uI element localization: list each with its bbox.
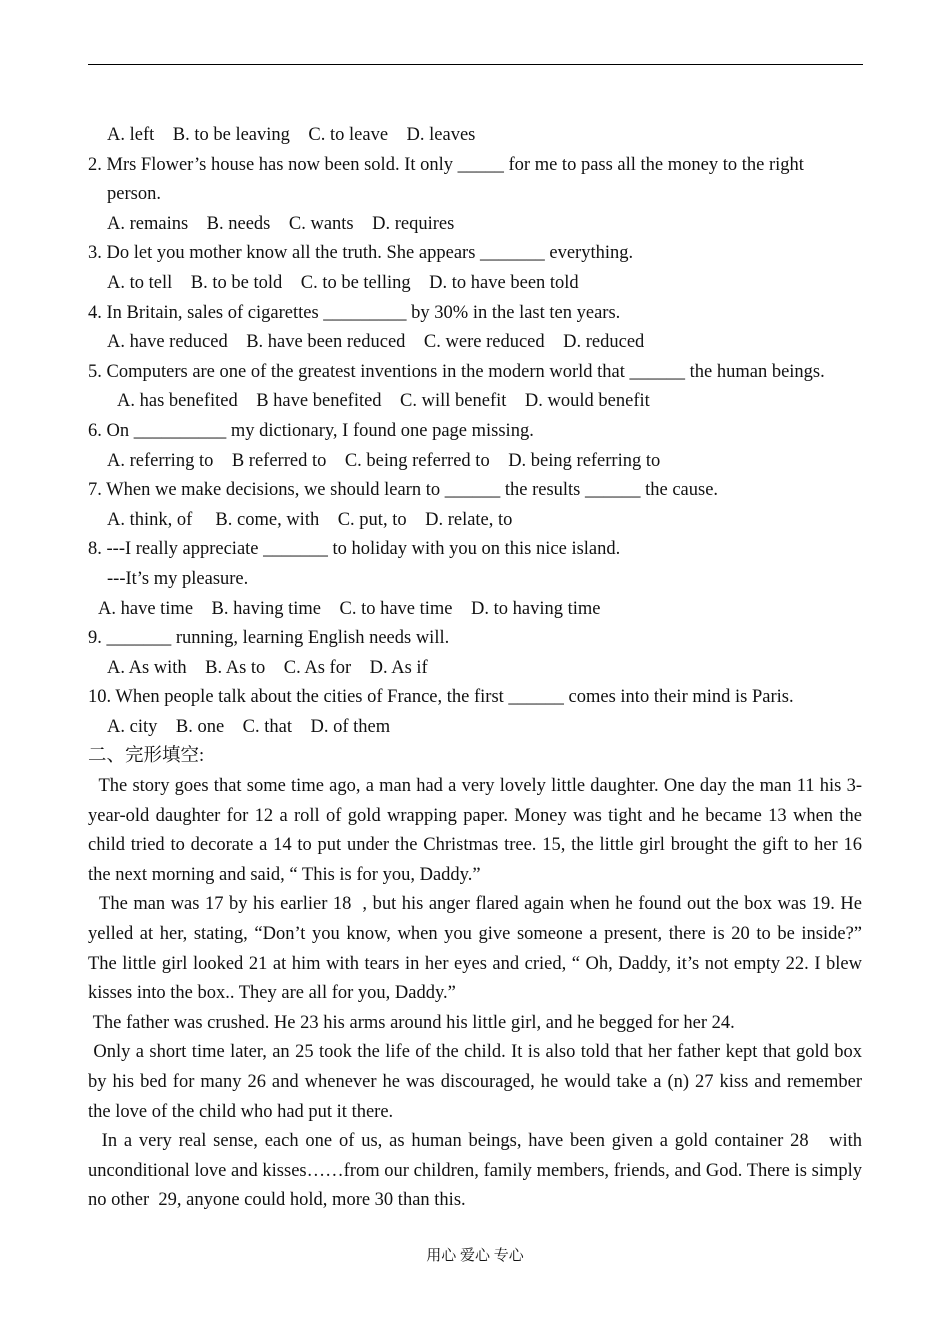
- q3-stem: 3. Do let you mother know all the truth. She appears _______ everything.: [88, 243, 634, 264]
- q1-options: A. left B. to be leaving C. to leave D. leaves: [107, 125, 476, 145]
- q3-options: A. to tell B. to be told C. to be telling D. to have been told: [107, 272, 579, 293]
- q2-stem-continued: person.: [107, 184, 161, 205]
- document-body: [88, 121, 872, 1216]
- q7-stem: 7. When we make decisions, we should learn to ______ the results ______ the cause.: [88, 480, 719, 501]
- cloze-paragraph-3: The father was crushed. He 23 his arms around his little girl, and he begged for her 24.: [88, 1012, 735, 1033]
- q4-options: A. have reduced B. have been reduced C. were reduced D. reduced: [107, 332, 645, 353]
- q10-stem: 10. When people talk about the cities of France, the first ______ comes into their mind is Paris.: [88, 687, 794, 708]
- q9-options: A. As with B. As to C. As for D. As if: [107, 657, 428, 678]
- cloze-paragraph-1: The story goes that some time ago, a man had a very lovely little daughter. One day the man 11 his 3-year-old daughter for 12 a roll of gold wrapping paper. Money was tight and he became 13 when the child tried to decorate a 14 to put under the Christmas tree. 15, the little girl brought the gift to her 16 the next morning and said, “ This is for you, Daddy.”: [88, 776, 867, 885]
- cloze-paragraph-2: The man was 17 by his earlier 18 , but his anger flared again when he found out the box was 19. He yelled at her, stating, “Don’t you know, when you give someone a present, there is 20 to be inside?” The little girl looked 21 at him with tears in her eyes and cried, “ Oh, Daddy, it’s not empty 22. I blew kisses into the box.. They are all for you, Daddy.”: [88, 894, 872, 1004]
- header-rule: [88, 64, 863, 65]
- q9-stem: 9. _______ running, learning English needs will.: [88, 628, 450, 649]
- q2-stem: 2. Mrs Flower’s house has now been sold. It only _____ for me to pass all the money to the right: [88, 154, 804, 175]
- q5-options: A. has benefited B have benefited C. will benefit D. would benefit: [117, 391, 650, 412]
- q4-stem: 4. In Britain, sales of cigarettes _________ by 30% in the last ten years.: [88, 302, 621, 323]
- q8-stem: 8. ---I really appreciate _______ to holiday with you on this nice island.: [88, 539, 621, 560]
- q8-options: A. have time B. having time C. to have time D. to having time: [98, 598, 601, 619]
- q5-stem: 5. Computers are one of the greatest inventions in the modern world that ______ the human beings.: [88, 361, 825, 382]
- q7-options: A. think, of B. come, with C. put, to D. relate, to: [107, 509, 513, 530]
- q6-stem: 6. On __________ my dictionary, I found one page missing.: [88, 420, 534, 441]
- q10-options: A. city B. one C. that D. of them: [107, 716, 391, 737]
- cloze-paragraph-5: In a very real sense, each one of us, as human beings, have been given a gold container 28 with unconditional love and kisses……from our children, family members, friends, and God. There is simply no other 29, anyone could hold, more 30 than this.: [88, 1131, 867, 1211]
- cloze-paragraph-4: Only a short time later, an 25 took the life of the child. It is also told that her father kept that gold box by his bed for many 26 and whenever he was discouraged, he would take a (n) 27 kiss and remember the love of the child who had put it there.: [88, 1042, 867, 1122]
- q8-reply: ---It’s my pleasure.: [107, 568, 249, 589]
- page-footer: 用心 爱心 专心: [426, 1248, 524, 1264]
- q2-options: A. remains B. needs C. wants D. requires: [107, 213, 455, 234]
- cloze-heading: 二、完形填空:: [88, 746, 205, 767]
- q6-options: A. referring to B referred to C. being referred to D. being referring to: [107, 450, 661, 471]
